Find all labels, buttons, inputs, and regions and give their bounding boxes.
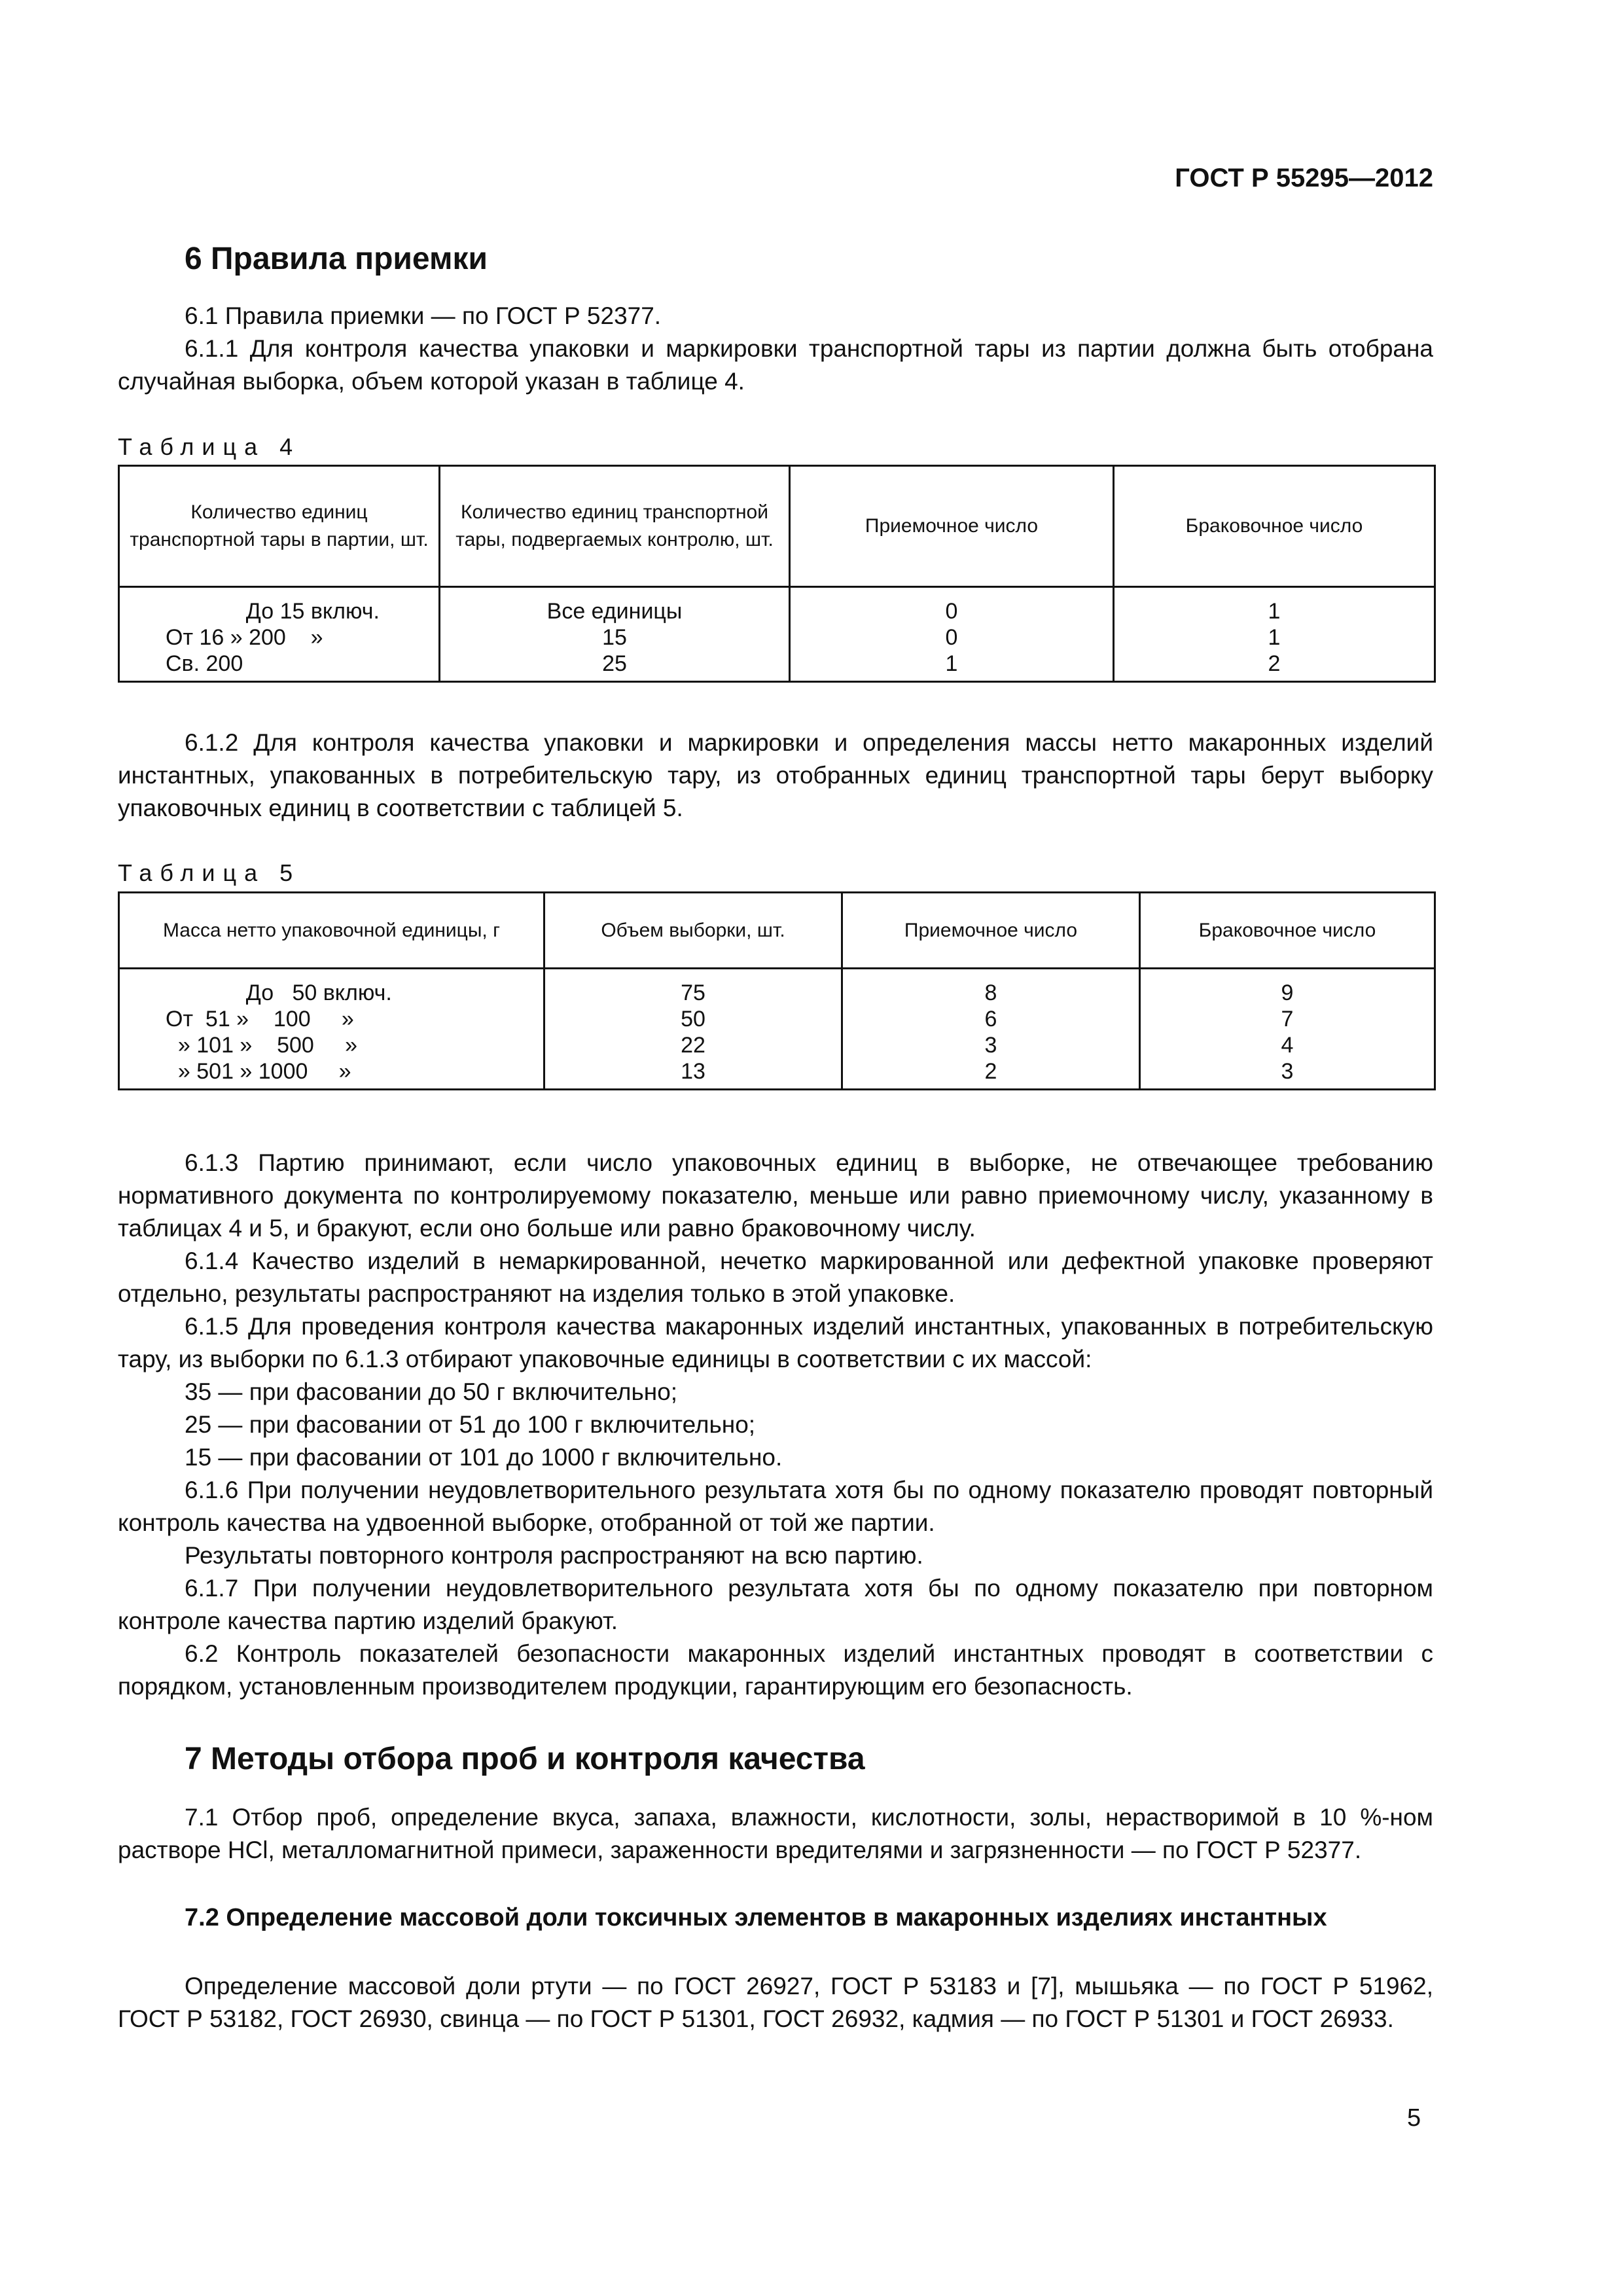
table-cell: 50 (681, 1007, 705, 1031)
table-cell: От 51 » 100 » (166, 1007, 354, 1031)
table-cell: 9 (1281, 980, 1294, 1005)
table-5-col-3 (842, 969, 1140, 1090)
table-cell: 7 (1281, 1007, 1294, 1031)
paragraph-6-1-6: 6.1.6 При получении неудовлетворительного результата хотя бы по одному показателю проводят повторный контроль качества на удвоенной выборке, отобранной от той же партии. (118, 1477, 1433, 1536)
paragraph-7-2: Определение массовой доли ртути — по ГОСТ 26927, ГОСТ Р 53183 и [7], мышьяка — по ГОСТ Р 51962, ГОСТ Р 53182, ГОСТ 26930, свинца — по ГОСТ Р 51301, ГОСТ 26932, кадмия — по ГОСТ Р 51301 и ГОСТ 26933. (118, 1973, 1433, 2032)
table-cell: Св. 200 (166, 651, 243, 676)
table-cell: 25 (602, 651, 627, 676)
table-cell: 0 (945, 599, 958, 624)
table-cell: Все единицы (546, 599, 683, 624)
list-item-35: 35 — при фасовании до 50 г включительно; (185, 1378, 678, 1405)
table-4-caption: Таблица 4 (118, 433, 301, 460)
table-cell: 22 (681, 1033, 705, 1058)
paragraph-repeat-results: Результаты повторного контроля распространяют на всю партию. (185, 1542, 923, 1569)
table-cell: 1 (1268, 599, 1281, 624)
table-cell: 3 (1281, 1059, 1294, 1084)
table-cell: 6 (984, 1007, 997, 1031)
table-cell: 13 (681, 1059, 705, 1084)
paragraph-6-1-4: 6.1.4 Качество изделий в немаркированной, нечетко маркированной или дефектной упаковке проверяют отдельно, результаты распространяют на изделия только в этой упаковке. (118, 1247, 1433, 1307)
table-cell: » 501 » 1000 » (166, 1059, 351, 1084)
page-number: 5 (1407, 2104, 1421, 2132)
table-cell: » 101 » 500 » (166, 1033, 357, 1058)
table-5-col-4 (1140, 969, 1435, 1090)
section-7-title: 7 Методы отбора проб и контроля качества (185, 1742, 865, 1776)
table-cell: 4 (1281, 1033, 1294, 1058)
paragraph-7-1: 7.1 Отбор проб, определение вкуса, запаха, влажности, кислотности, золы, нерастворимой в 10 %-ном растворе HCl, металломагнитной примеси, зараженности вредителями и загрязненности — по ГОСТ Р 52377. (118, 1804, 1433, 1863)
table-cell: 0 (945, 625, 958, 650)
table-5-col-1 (119, 969, 544, 1090)
table-4-header: Количество единиц транспортной тары в партии, шт. (119, 466, 440, 587)
table-4-col-2 (440, 587, 790, 682)
paragraph-6-1: 6.1 Правила приемки — по ГОСТ Р 52377. (185, 302, 662, 329)
paragraph-6-2: 6.2 Контроль показателей безопасности макаронных изделий инстантных проводят в соответствии с порядком, установленным производителем продукции, гарантирующим его безопасность. (118, 1640, 1433, 1700)
table-cell: 8 (984, 980, 997, 1005)
table-5-header: Объем выборки, шт. (544, 893, 842, 969)
table-cell: 1 (1268, 625, 1281, 650)
table-4-header: Браковочное число (1114, 466, 1435, 587)
table-cell: 2 (1268, 651, 1281, 676)
table-5-caption: Таблица 5 (118, 859, 301, 886)
table-5-header: Приемочное число (842, 893, 1140, 969)
list-item-15: 15 — при фасовании от 101 до 1000 г включительно. (185, 1444, 783, 1471)
document-id: ГОСТ Р 55295—2012 (1175, 164, 1433, 192)
subheading-7-2: 7.2 Определение массовой доли токсичных элементов в макаронных изделиях инстантных (185, 1904, 1327, 1931)
table-cell: 2 (984, 1059, 997, 1084)
table-cell: До 15 включ. (166, 599, 380, 624)
table-5 (118, 891, 1436, 1090)
table-4-col-4 (1114, 587, 1435, 682)
table-cell: От 16 » 200 » (166, 625, 323, 650)
table-cell: 75 (681, 980, 705, 1005)
table-cell: До 50 включ. (166, 980, 392, 1005)
table-cell: 15 (602, 625, 627, 650)
section-6-title: 6 Правила приемки (185, 242, 488, 276)
paragraph-6-1-5: 6.1.5 Для проведения контроля качества макаронных изделий инстантных, упакованных в потребительскую тару, из выборки по 6.1.3 отбирают упаковочные единицы в соответствии с их массой: (118, 1313, 1433, 1372)
table-4-header: Приемочное число (790, 466, 1114, 587)
paragraph-6-1-7: 6.1.7 При получении неудовлетворительного результата хотя бы по одному показателю при повторном контроле качества партию изделий бракуют. (118, 1575, 1433, 1634)
table-4-col-1 (119, 587, 440, 682)
table-cell: 3 (984, 1033, 997, 1058)
table-5-header: Масса нетто упаковочной единицы, г (119, 893, 544, 969)
table-4-header: Количество единиц транспортной тары, подвергаемых контролю, шт. (440, 466, 790, 587)
paragraph-6-1-2: 6.1.2 Для контроля качества упаковки и маркировки и определения массы нетто макаронных изделий инстантных, упакованных в потребительскую тару, из отобранных единиц транспортной тары берут выборку упаковочных единиц в соответствии с таблицей 5. (118, 729, 1433, 821)
table-5-header: Браковочное число (1140, 893, 1435, 969)
paragraph-6-1-1: 6.1.1 Для контроля качества упаковки и маркировки транспортной тары из партии должна быть отобрана случайная выборка, объем которой указан в таблице 4. (118, 335, 1433, 395)
paragraph-6-1-3: 6.1.3 Партию принимают, если число упаковочных единиц в выборке, не отвечающее требованию нормативного документа по контролируемому показателю, меньше или равно приемочному числу, указанному в таблицах 4 и 5, и бракуют, если оно больше или равно браковочному числу. (118, 1149, 1433, 1242)
table-4-col-3 (790, 587, 1114, 682)
table-5-col-2 (544, 969, 842, 1090)
table-4 (118, 465, 1436, 683)
list-item-25: 25 — при фасовании от 51 до 100 г включительно; (185, 1411, 756, 1438)
table-cell: 1 (945, 651, 958, 676)
